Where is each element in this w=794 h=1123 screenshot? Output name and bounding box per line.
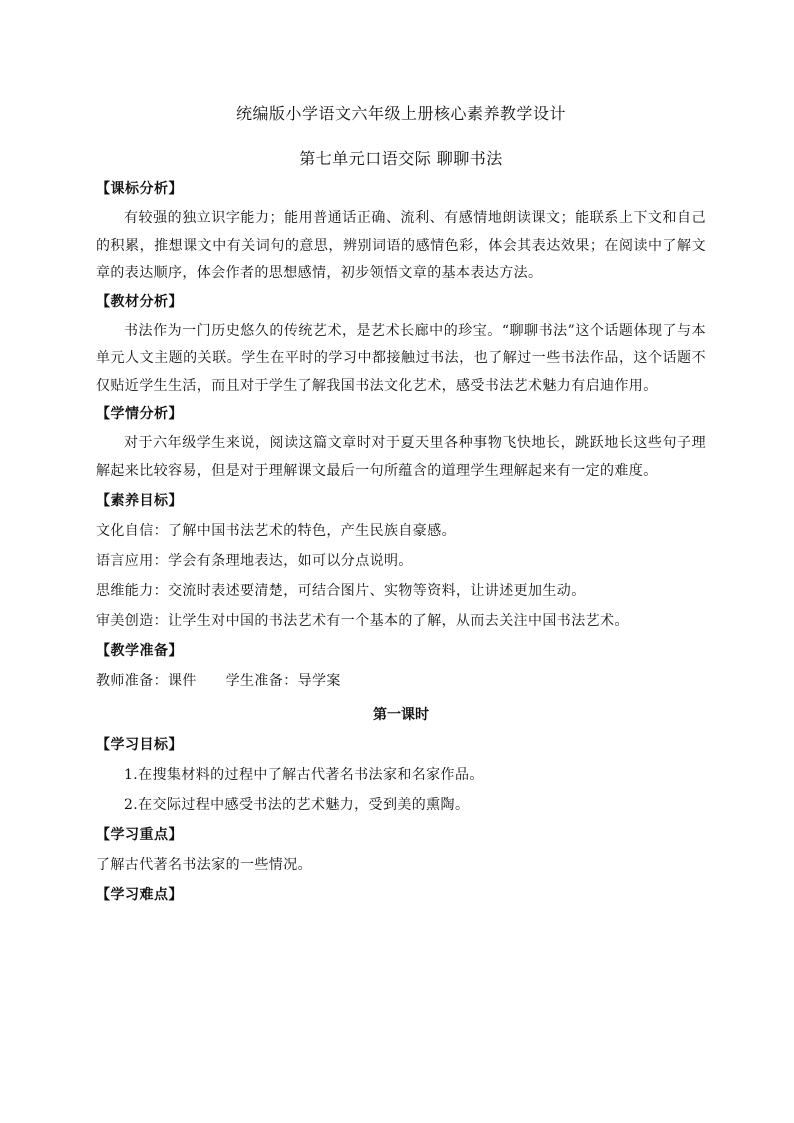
textbook-text: 书法作为一门历史悠久的传统艺术，是艺术长廊中的珍宝。“聊聊书法”这个话题体现了与本单元人文主题的关联。学生在平时的学习中都接触过书法，也了解过一些书法作品，这个话题不仅贴近学生生活，而且对于学生了解我国书法文化艺术，感受书法艺术魅力有启迪作用。 (96, 322, 706, 394)
goal-item-culture: 文化自信：了解中国书法艺术的特色，产生民族自豪感。 (96, 523, 456, 539)
section-heading-preparation: 【教学准备】 (96, 643, 183, 659)
section-heading-difficulty: 【学习难点】 (96, 887, 183, 903)
section-heading-curriculum: 【课标分析】 (96, 181, 183, 197)
goal-item-aesthetic: 审美创造：让学生对中国的书法艺术有一个基本的了解，从而去关注中国书法艺术。 (96, 613, 629, 629)
preparation-text: 教师准备：课件 学生准备：导学案 (96, 673, 341, 689)
section-heading-textbook: 【教材分析】 (96, 293, 183, 310)
section-heading-students: 【学情分析】 (96, 406, 183, 422)
goal-item-thinking: 思维能力：交流时表述要清楚，可结合图片、实物等资料，让讲述更加生动。 (96, 583, 586, 599)
objective-item-1: 1.在搜集材料的过程中了解古代著名书法家和名家作品。 (124, 767, 484, 783)
section-heading-objectives: 【学习目标】 (96, 737, 183, 753)
students-text: 对于六年级学生来说，阅读这篇文章时对于夏天里各种事物飞快地长，跳跃地长这些句子理解起来比较容易，但是对于理解课文最后一句所蕴含的道理学生理解起来有一定的难度。 (96, 435, 706, 479)
section-heading-focus: 【学习重点】 (96, 827, 183, 843)
section-heading-goals: 【素养目标】 (96, 493, 183, 509)
goal-item-language: 语言应用：学会有条理地表达，如可以分点说明。 (96, 553, 413, 569)
document-page (96, 104, 706, 905)
curriculum-text: 有较强的独立识字能力；能用普通话正确、流利、有感情地朗读课文；能联系上下文和自己的积累，推想课文中有关词句的意思，辨别词语的感情色彩，体会其表达效果；在阅读中了解文章的表达顺序，体会作者的思想感情，初步领悟文章的基本表达方法。 (96, 210, 706, 281)
objective-item-2: 2.在交际过程中感受书法的艺术魅力，受到美的熏陶。 (124, 797, 470, 813)
focus-text: 了解古代著名书法家的一些情况。 (96, 857, 312, 873)
document-title: 统编版小学语文六年级上册核心素养教学设计 (235, 104, 566, 123)
lesson-title: 第一课时 (373, 707, 429, 723)
document-subtitle: 第七单元口语交际 聊聊书法 (299, 149, 503, 168)
